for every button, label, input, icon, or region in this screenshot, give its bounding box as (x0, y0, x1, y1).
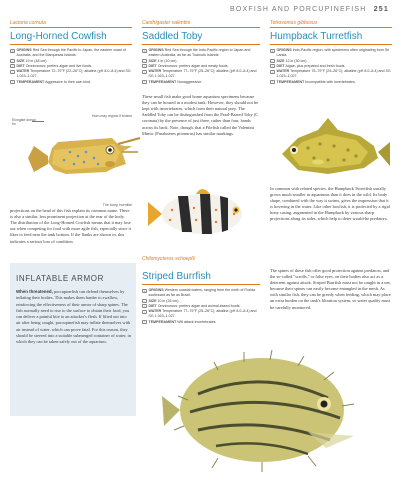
thermometer-icon: ≈ (11, 70, 14, 74)
globe-icon: ◎ (11, 49, 14, 53)
fact-origins: ◎ ORIGINS Red Sea through the Indo-Pacific region to Japan and eastern Australia, as far as Tuamotu Islands. (143, 48, 251, 58)
fact-diet: • DIET Omnivorous; prefers algae and live foods. (10, 64, 132, 69)
fact-list (142, 288, 260, 325)
humpback-photo (268, 108, 394, 190)
callout-projections: The bony, hornlike (102, 203, 132, 207)
fact-temperament: ! TEMPERAMENT Aggressive to their own kind. (10, 80, 132, 85)
callout-horn: Horn-may regrow if broken (92, 114, 133, 118)
humpback-entry (270, 20, 392, 85)
fact-origins: ◎ ORIGINS Western coastal waters, ranging from the north of Florida southward as far as Brazil. (143, 288, 256, 298)
humpback-illustration (268, 108, 394, 190)
cowfish-illustration (14, 112, 142, 194)
globe-icon: ◎ (143, 289, 146, 293)
globe-icon: ◎ (143, 49, 146, 53)
temperament-icon: ! (10, 80, 15, 84)
box-title: INFLATABLE ARMOR (16, 274, 104, 283)
food-icon: • (270, 64, 275, 68)
toby-body: These small fish make good home aquarium specimens because they can be housed in a modest tank. However, they should not be kept with invertebrates, which form their natural prey. The Saddled Toby can be distinguished from the Pearl-Barred Toby (C. coronata) by the presence of just three, rather than four, bands across its back. Note, though, that a Filefish called the Valentini Mimic (Paraluteres prionurus) has similar markings. (142, 94, 260, 136)
temperament-icon: ! (142, 80, 147, 84)
box-body: porcupinefish can defend themselves by inflating their bodies. This makes them harder to swallow, reinforcing the effectiveness of their armor of sharp spines. The fish normally need to rise to the surface to obtain their food, you can deliver a painful bite to an attacker's flesh. If lifted out into air after being caught, porcupinefish may inflate themselves with air instead of water, which can prove fatal. For this reason, they should be steered into a suitable submerged container of water, in which they can be taken safely out of the aquarium. (16, 289, 131, 345)
scientific-name: Tetrosomus gibbosus (270, 20, 392, 28)
fact-diet: • DIET Omnivorous; prefers algae and animal-based foods. (142, 304, 260, 309)
food-icon: • (10, 64, 15, 68)
fact-diet: • DIET Algae, plus prepared and fresh foods. (270, 64, 392, 69)
scientific-name: Canthigaster valentini (142, 20, 260, 28)
scientific-name: Lactoria cornuta (10, 20, 132, 28)
fact-water: ≈ WATER Temperature 77–79°F (25–26°C); alkaline (pH 8.0–8.4) and SG 1.023–1.027. (143, 69, 257, 79)
globe-icon: ◎ (271, 49, 274, 53)
toby-photo (142, 180, 266, 246)
fact-origins: ◎ ORIGINS Indo-Pacific region, with specimens often originating from Sri Lanka. (271, 48, 390, 58)
temperament-icon: ! (142, 320, 147, 324)
species-title: Saddled Toby (142, 31, 260, 45)
food-icon: • (142, 64, 147, 68)
cowfish-body-text: projections on the head of this fish explain its common name. There is also a similar, less prominent projection at the rear of the body. The distribution of the Long-Horned Cowfish means that it may lose out when competing for food with more agile fish, especially since it likes to feed near the tank bottom. If the flanks are shown in, this indicates a serious loss of condition. (10, 208, 131, 244)
ruler-icon: ↔ (143, 300, 146, 304)
toby-entry (142, 20, 260, 137)
ruler-icon: ↔ (11, 60, 14, 64)
fact-size: ↔ SIZE 12 in (30 cm). (271, 58, 308, 64)
food-icon: • (142, 304, 147, 308)
fact-list (10, 48, 132, 85)
fact-water: ≈ WATER Temperature 75–79°F (24–26°C); alkaline (pH 8.0–8.4) and SG 1.023–1.027. (271, 69, 391, 79)
temperament-icon: ! (270, 80, 275, 84)
fact-origins: ◎ ORIGINS Red Sea through the Pacific to Japan, the eastern coast of Australia, and the Marquesas Islands. (11, 48, 126, 58)
fact-size: ↔ SIZE 19 in (48 cm). (11, 58, 48, 64)
thermometer-icon: ≈ (271, 70, 274, 74)
fact-water: ≈ WATER Temperature 77–79°F (25–26°C); alkaline (pH 8.0–8.4) and SG 1.023–1.027. (143, 309, 257, 319)
cowfish-body (10, 202, 132, 245)
species-title: Long-Horned Cowfish (10, 31, 132, 45)
burrfish-body: The spines of these fish offer good protection against predators, and the so-called "scrolls," or false eyes, on their bodies also act as a deterrent against attack. Striped Burrfish must not be caught in a net, because their spines can easily become entangled in the mesh. As with similar fish, they can be greedy when feeding, which may place an extra burden on the tank's filtration system, so water quality must be carefully monitored. (270, 268, 391, 310)
page-number: 251 (373, 6, 389, 13)
burrfish-photo (158, 340, 384, 474)
ruler-icon: ↔ (271, 60, 274, 64)
thermometer-icon: ≈ (143, 70, 146, 74)
inflatable-armor-box (10, 263, 136, 416)
cowfish-photo (14, 112, 142, 194)
section-title: BOXFISH AND PORCUPINEFISH (229, 6, 367, 13)
ruler-icon: ↔ (143, 60, 146, 64)
fact-list (142, 48, 260, 85)
box-lead: When threatened, (16, 289, 53, 294)
burrfish-illustration (158, 340, 384, 474)
species-title: Striped Burrfish (142, 271, 260, 285)
fact-size: ↔ SIZE 10 in (25 cm). (143, 298, 180, 304)
fact-water: ≈ WATER Temperature 72–79°F (22–26°C); alkaline (pH 8.0–8.4) and SG 1.023–1.027. (11, 69, 131, 79)
fact-temperament: ! TEMPERAMENT Nonaggressive. (142, 80, 260, 85)
cowfish-entry (10, 20, 132, 85)
scientific-name: Chilomycterus schoepfii (142, 256, 195, 262)
species-title: Humpback Turretfish (270, 31, 392, 45)
fact-temperament: ! TEMPERAMENT Will attack invertebrates. (142, 320, 260, 325)
fact-size: ↔ SIZE 4 in (10 cm). (143, 58, 178, 64)
box-text (16, 289, 132, 346)
fact-list (270, 48, 392, 85)
fact-diet: • DIET Omnivorous; prefers algae and meaty foods. (142, 64, 260, 69)
fact-temperament: ! TEMPERAMENT Incompatible with invertebrates. (270, 80, 392, 85)
toby-illustration (142, 180, 266, 246)
burrfish-entry (142, 256, 260, 325)
humpback-body: In common with related species, the Humpback Turretfish usually grows much smaller in aquariums than it does in the wild. Its body shape, combined with the way it swims, gives the impression that it is hovering in the water. Like other boxfish, it is protected by a rigid bony casing, augmented in the Humpback by various sharp projections along its sides, which help to deter would-be predators. (270, 186, 390, 222)
thermometer-icon: ≈ (143, 310, 146, 314)
callout-dorsal-fin: Elongate dorsal fin (12, 118, 36, 127)
running-head (230, 6, 389, 13)
